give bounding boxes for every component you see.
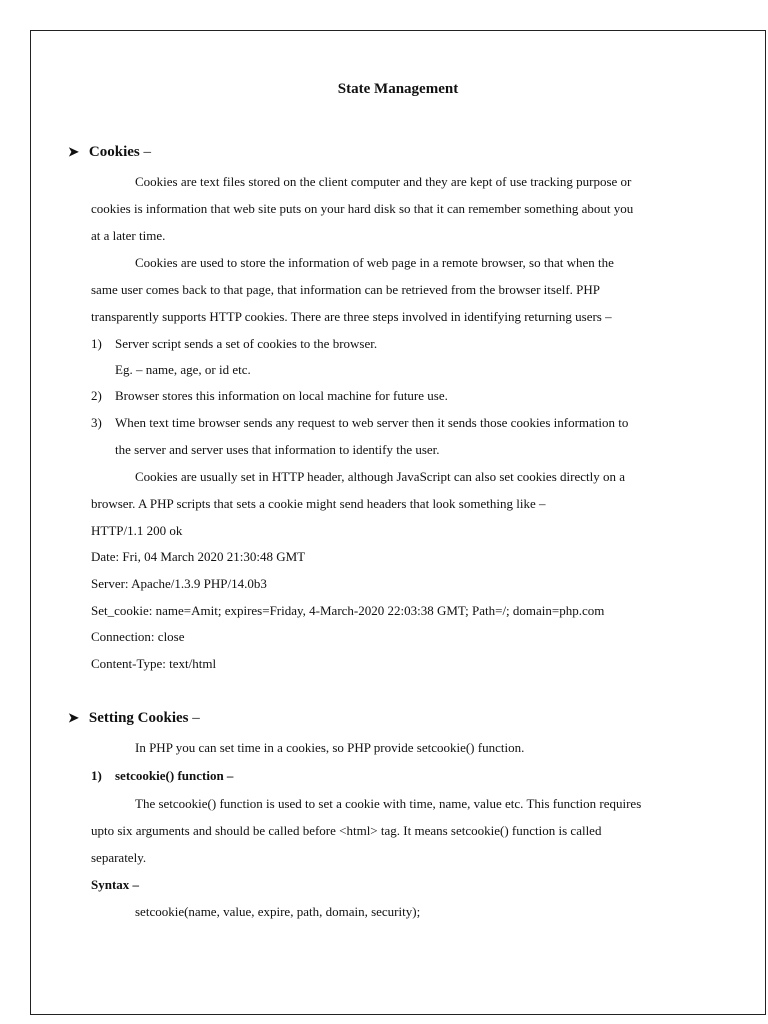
paragraph-line: separately. xyxy=(91,850,147,865)
paragraph-line: Cookies are used to store the information of web page in a remote browser, so that when the xyxy=(135,255,614,270)
subheading-text: setcookie() function – xyxy=(115,768,234,783)
paragraph-line: browser. A PHP scripts that sets a cookie might send headers that look something like – xyxy=(91,496,546,511)
list-number: 3) xyxy=(91,415,102,430)
paragraph-line: In PHP you can set time in a cookies, so PHP provide setcookie() function. xyxy=(135,740,525,755)
document-page xyxy=(30,30,766,1015)
list-number: 1) xyxy=(91,336,102,351)
subheading-setcookie xyxy=(91,768,233,784)
list-item-step-3 xyxy=(91,415,628,431)
list-text-continued: the server and server uses that information to identify the user. xyxy=(115,442,440,457)
http-header-line: Content-Type: text/html xyxy=(91,656,217,671)
paragraph-line: Cookies are usually set in HTTP header, although JavaScript can also set cookies directly on a xyxy=(135,469,625,484)
list-number: 2) xyxy=(91,388,102,403)
section-heading-setting-cookies xyxy=(68,710,200,726)
list-item-step-2 xyxy=(91,388,448,404)
section-heading-text: Setting Cookies xyxy=(88,710,189,726)
arrow-bullet-icon: ➤ xyxy=(68,710,79,725)
http-header-line: Date: Fri, 04 March 2020 21:30:48 GMT xyxy=(91,549,306,564)
paragraph-line: Cookies are text files stored on the client computer and they are kept of use tracking purpose or xyxy=(135,174,632,189)
section-heading-text: Cookies xyxy=(88,144,140,160)
list-text: When text time browser sends any request to web server then it sends those cookies information to xyxy=(115,415,629,430)
paragraph-line: upto six arguments and should be called before <html> tag. It means setcookie() function is called xyxy=(91,823,602,838)
arrow-bullet-icon: ➤ xyxy=(68,144,79,159)
http-header-line: Set_cookie: name=Amit; expires=Friday, 4-March-2020 22:03:38 GMT; Path=/; domain=php.com xyxy=(91,603,605,618)
list-text: Browser stores this information on local machine for future use. xyxy=(115,388,448,403)
section-heading-cookies xyxy=(68,144,151,160)
paragraph-line: at a later time. xyxy=(91,228,166,243)
page-title: State Management xyxy=(337,81,459,97)
paragraph-line: transparently supports HTTP cookies. There are three steps involved in identifying returning users – xyxy=(91,309,612,324)
paragraph-line: same user comes back to that page, that information can be retrieved from the browser itself. PHP xyxy=(91,282,601,297)
paragraph-line: cookies is information that web site puts on your hard disk so that it can remember something about you xyxy=(91,201,634,216)
list-example: Eg. – name, age, or id etc. xyxy=(115,362,251,377)
http-header-line: Connection: close xyxy=(91,629,185,644)
list-text: Server script sends a set of cookies to the browser. xyxy=(115,336,378,351)
http-header-line: Server: Apache/1.3.9 PHP/14.0b3 xyxy=(91,576,267,591)
list-item-step-1 xyxy=(91,336,377,352)
paragraph-line: The setcookie() function is used to set a cookie with time, name, value etc. This function requires xyxy=(135,796,642,811)
heading-dash: – xyxy=(192,710,200,726)
syntax-label: Syntax – xyxy=(91,877,140,892)
heading-dash: – xyxy=(143,144,151,160)
http-header-line: HTTP/1.1 200 ok xyxy=(91,523,183,538)
list-number: 1) xyxy=(91,768,102,783)
syntax-code: setcookie(name, value, expire, path, domain, security); xyxy=(135,904,421,919)
